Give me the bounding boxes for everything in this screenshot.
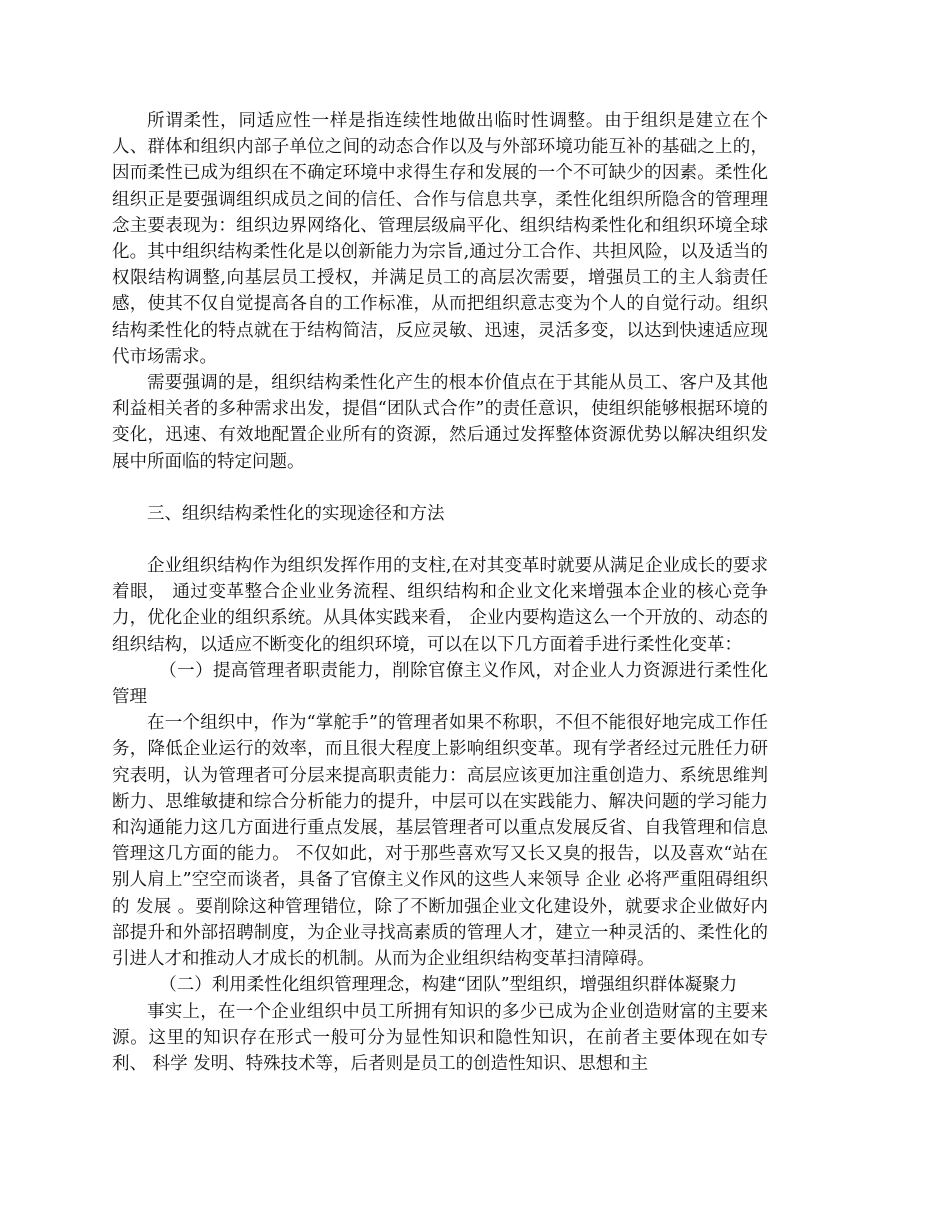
subheading-team-organization: （二）利用柔性化组织管理理念，构建“团队”型组织，增强组织群体凝聚力 <box>159 975 738 996</box>
paragraph-flexibility-definition: 所谓柔性，同适应性一样是指连续性地做出临时性调整。由于组织是建立在个人、群体和组织内部子单位之间的动态合作以及与外部环境功能互补的基础之上的，因而柔性已成为组织在不确定环境中求得生存和发展的一个不可缺少的因素。柔性化组织正是要强调组织成员之间的信任、合作与信息共享，柔性化组织所隐含的管理理念主要表现为：组织边界网络化、管理层级扁平化、组织结构柔性化和组织环境全球化。其中组织结构柔性化是以创新能力为宗旨,通过分工合作、共担风险，以及适当的权限结构调整,向基层员工授权，并满足员工的高层次需要，增强员工的主人翁责任感，使其不仅自觉提高各自的工作标准，从而把组织意志变为个人的自觉行动。组织结构柔性化的特点就在于结构简洁，反应灵敏、迅速，灵活多变，以达到快速适应现代市场需求。 <box>112 111 768 367</box>
paragraph-knowledge: 事实上，在一个企业组织中员工所拥有知识的多少已成为企业创造财富的主要来源。这里的知识存在形式一般可分为显性知识和隐性知识，在前者主要体现在如专利、 科学 发明、特殊技术等，后者则是员工的创造性知识、思想和主 <box>112 1001 768 1074</box>
subheading-manager-capability: （一）提高管理者职责能力，削除官僚主义作风，对企业人力资源进行柔性化管理 <box>112 660 768 708</box>
paragraph-structure-pillar: 企业组织结构作为组织发挥作用的支柱,在对其变革时就要从满足企业成长的要求着眼， 通过变革整合企业业务流程、组织结构和企业文化来增强本企业的核心竞争力，优化企业的组织系统。从具体实践来看， 企业内要构造这么一个开放的、动态的组织结构，以适应不断变化的组织环境，可以在以下几方面着手进行柔性化变革： <box>112 556 768 655</box>
section-heading: 三、组织结构柔性化的实现途径和方法 <box>147 503 445 524</box>
document-page <box>112 108 768 1077</box>
paragraph-emphasis: 需要强调的是，组织结构柔性化产生的根本价值点在于其能从员工、客户及其他利益相关者的多种需求出发，提倡“团队式合作”的责任意识，使组织能够根据环境的变化，迅速、有效地配置企业所有的资源，然后通过发挥整体资源优势以解决组织发展中所面临的特定问题。 <box>112 373 768 472</box>
paragraph-manager-competence: 在一个组织中，作为“掌舵手”的管理者如果不称职，不但不能很好地完成工作任务，降低企业运行的效率，而且很大程度上影响组织变革。现有学者经过元胜任力研究表明，认为管理者可分层来提高职责能力：高层应该更加注重创造力、系统思维判断力、思维敏捷和综合分析能力的提升，中层可以在实践能力、解决问题的学习能力和沟通能力这几方面进行重点发展，基层管理者可以重点发展反省、自我管理和信息管理这几方面的能力。 不仅如此，对于那些喜欢写又长又臭的报告，以及喜欢“站在别人肩上”空空而谈者，具备了官僚主义作风的这些人来领导 企业 必将严重阻碍组织的 发展 。要削除这种管理错位，除了不断加强企业文化建设外，就要求企业做好内部提升和外部招聘制度，为企业寻找高素质的管理人才，建立一种灵活的、柔性化的引进人才和推动人才成长的机制。从而为企业组织结构变革扫清障碍。 <box>112 713 768 970</box>
